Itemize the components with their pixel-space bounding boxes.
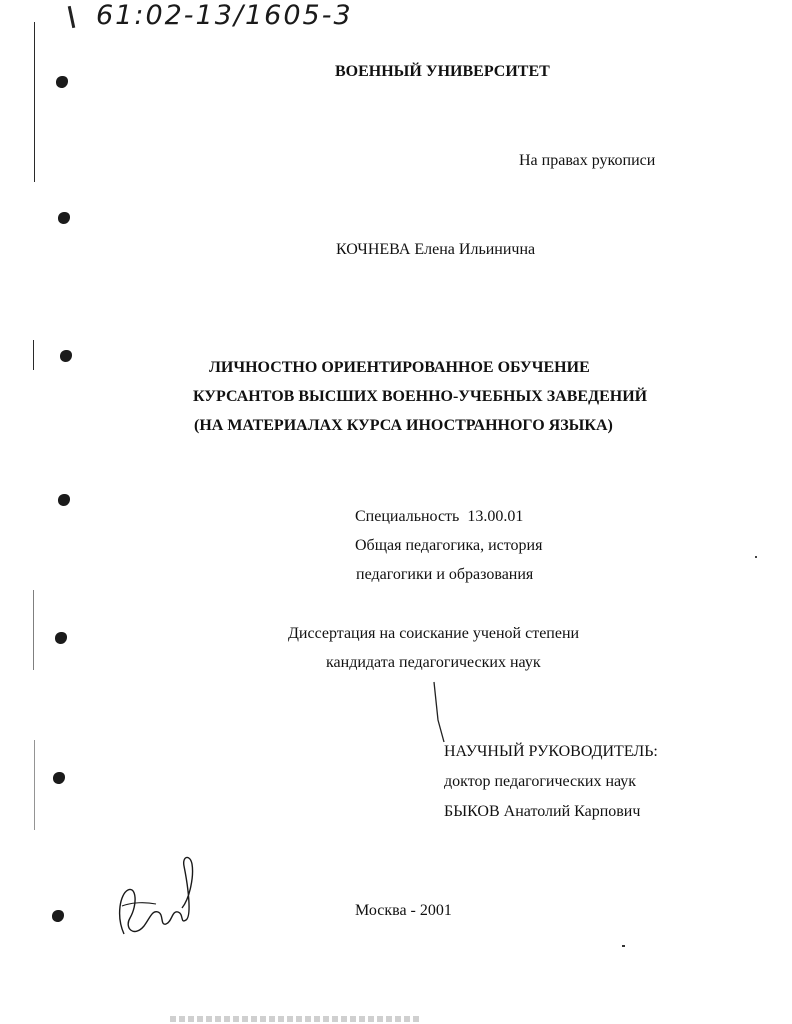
scan-speck [622, 945, 625, 947]
title-line: (НА МАТЕРИАЛАХ КУРСА ИНОСТРАННОГО ЯЗЫКА) [194, 417, 613, 434]
institution-heading: ВОЕННЫЙ УНИВЕРСИТЕТ [335, 63, 550, 80]
advisor-name: БЫКОВ Анатолий Карпович [444, 803, 641, 820]
scan-speck [755, 556, 757, 558]
scan-edge-line [34, 740, 35, 830]
catalog-number: 61:02-13/1605-3 [96, 0, 353, 31]
catalog-number-tick-mark [68, 6, 76, 28]
specialty-label: Специальность [355, 508, 460, 525]
binding-hole-mark [52, 910, 64, 922]
binding-hole-mark [55, 632, 67, 644]
dissertation-statement-line: кандидата педагогических наук [326, 654, 541, 671]
scan-edge-line [34, 22, 35, 182]
dissertation-statement-line: Диссертация на соискание ученой степени [288, 625, 580, 642]
binding-hole-mark [58, 212, 70, 224]
binding-hole-mark [56, 76, 68, 88]
manuscript-note: На правах рукописи [519, 152, 656, 169]
pen-stroke [430, 680, 450, 750]
advisor-heading: НАУЧНЫЙ РУКОВОДИТЕЛЬ: [444, 743, 658, 760]
author-signature [112, 846, 202, 946]
place-year: Москва - 2001 [355, 902, 452, 919]
binding-hole-mark [58, 494, 70, 506]
title-line: КУРСАНТОВ ВЫСШИХ ВОЕННО-УЧЕБНЫХ ЗАВЕДЕНИЙ [193, 388, 648, 405]
scan-edge-line [33, 590, 34, 670]
bleed-through-text [170, 1016, 420, 1022]
specialty-code: 13.00.01 [467, 508, 524, 525]
specialty-line [355, 509, 523, 525]
scan-edge-line [33, 340, 34, 370]
specialty-name-line: педагогики и образования [356, 566, 534, 583]
specialty-name-line: Общая педагогика, история [355, 537, 543, 554]
binding-hole-mark [60, 350, 72, 362]
author-name: КОЧНЕВА Елена Ильинична [336, 241, 536, 258]
title-line: ЛИЧНОСТНО ОРИЕНТИРОВАННОЕ ОБУЧЕНИЕ [209, 359, 590, 376]
advisor-degree: доктор педагогических наук [444, 773, 637, 790]
binding-hole-mark [53, 772, 65, 784]
